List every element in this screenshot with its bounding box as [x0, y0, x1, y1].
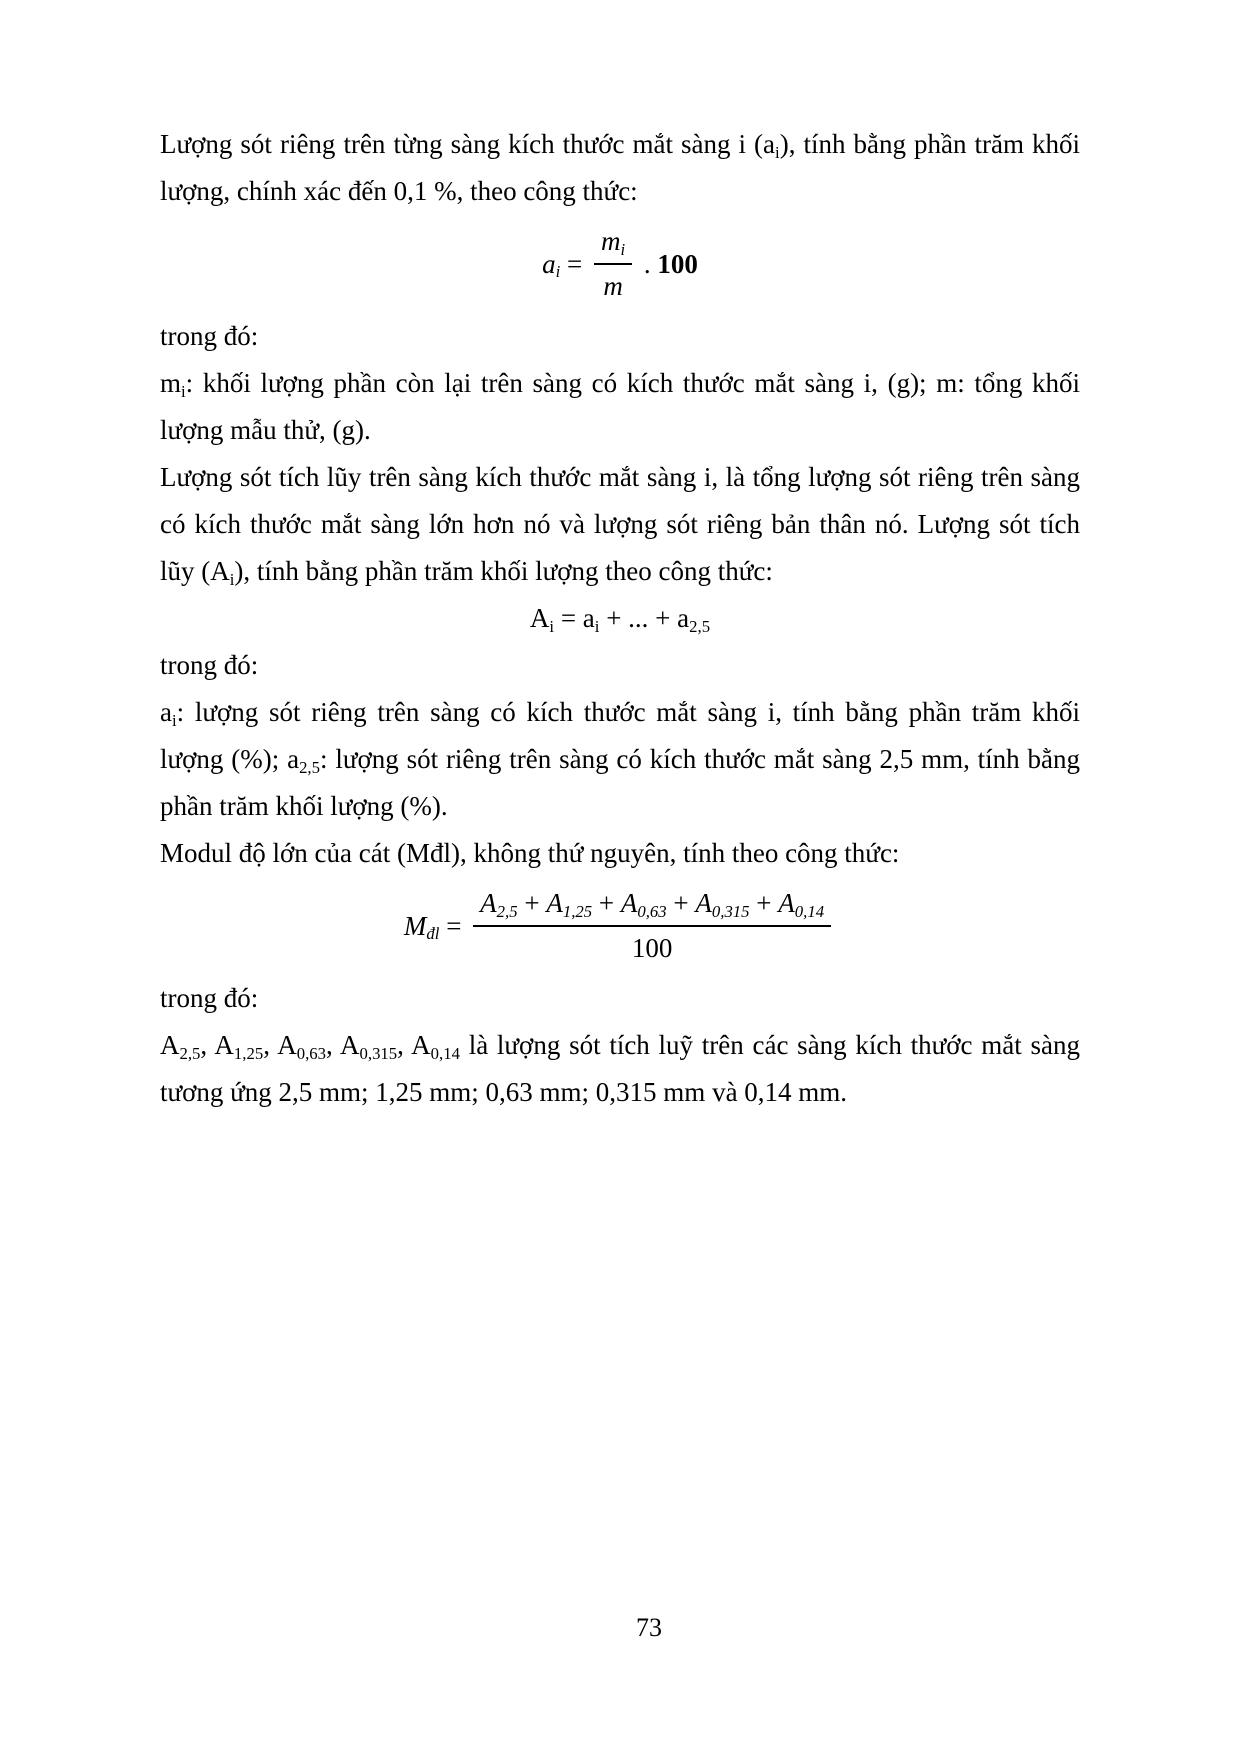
text-run: trong đó:	[160, 983, 259, 1013]
paragraph-A-definitions	[160, 1022, 1080, 1116]
text-run: m	[603, 271, 623, 301]
subscript-run: i	[549, 616, 555, 636]
subscript-run: 2,5	[299, 757, 320, 777]
text-run: + ... + a	[599, 603, 690, 633]
text-run: A	[620, 888, 638, 918]
text-run: m	[160, 368, 182, 398]
fraction	[473, 886, 831, 966]
formula-lhs	[404, 909, 468, 944]
text-run: =	[439, 910, 469, 941]
subscript-run: 0,14	[794, 901, 825, 921]
subscript-run: i	[555, 262, 561, 282]
text-run: A	[480, 888, 497, 918]
text-run: +	[666, 888, 696, 918]
paragraph-mi-definition	[160, 360, 1080, 454]
text-run: A	[160, 1030, 180, 1060]
formula-ai	[160, 224, 1080, 304]
text-run: a	[160, 697, 172, 727]
trong-do-label-2	[160, 642, 1080, 689]
formula-mdl	[160, 886, 1080, 966]
subscript-run: i	[171, 710, 177, 730]
text-run: m	[600, 226, 621, 256]
text-run: Lượng sót riêng trên từng sàng kích thước mắt sàng i (a	[160, 129, 776, 159]
subscript-run: 0,315	[359, 1043, 398, 1063]
text-run: +	[517, 888, 547, 918]
subscript-run: 0,63	[637, 901, 667, 921]
subscript-run: i	[181, 381, 186, 401]
trong-do-label-1	[160, 313, 1080, 360]
formula-rhs	[637, 247, 698, 282]
text-run: = a	[554, 603, 595, 633]
text-run: , A	[397, 1030, 431, 1060]
text-run: 100	[657, 248, 698, 279]
subscript-run: 0,14	[430, 1043, 460, 1063]
text-run: .	[637, 248, 658, 279]
subscript-run: 1,25	[233, 1043, 264, 1063]
subscript-run: i	[229, 569, 235, 589]
text-run: : lượng sót riêng trên sàng có kích thước mắt sàng i, tính bằng phần trăm khối lượng (%); a	[160, 697, 1080, 774]
fraction-numerator	[594, 224, 632, 265]
text-run: , A	[200, 1030, 234, 1060]
subscript-run: 0,63	[296, 1043, 327, 1063]
text-run: a	[542, 248, 556, 279]
text-run: =	[560, 248, 589, 279]
paragraph-luong-sot-tich-luy	[160, 454, 1080, 595]
paragraph-modul-do-lon	[160, 830, 1080, 877]
subscript-run: i	[620, 239, 626, 259]
subscript-run: 2,5	[179, 1043, 201, 1063]
subscript-run: i	[775, 142, 780, 162]
fraction-denominator	[603, 265, 623, 304]
text-run: trong đó:	[160, 650, 259, 680]
document-content	[160, 121, 1080, 1116]
text-run: ), tính bằng phần trăm khối lượng theo công thức:	[234, 556, 773, 586]
text-run: : khối lượng phần còn lại trên sàng có kích thước mắt sàng i, (g); m: tổng khối lượng mẫu thử, (g).	[160, 368, 1080, 445]
paragraph-ai-definition	[160, 689, 1080, 830]
text-run: Modul độ lớn của cát (Mđl), không thứ nguyên, tính theo công thức:	[160, 838, 900, 868]
text-run: là lượng sót tích luỹ trên các sàng kích thước mắt sàng tương ứng 2,5 mm; 1,25 mm; 0,63 mm; 0,315 mm và 0,14 mm.	[160, 1030, 1080, 1107]
fraction-denominator	[632, 927, 673, 966]
text-run: , A	[326, 1030, 360, 1060]
subscript-run: đl	[426, 924, 440, 944]
formula-lhs	[542, 247, 589, 282]
text-run: ), tính bằng phần trăm khối lượng, chính xác đến 0,1 %, theo công thức:	[160, 129, 1080, 206]
text-run: +	[592, 888, 621, 918]
text-run: A	[695, 888, 712, 918]
subscript-run: 2,5	[496, 901, 518, 921]
trong-do-label-3	[160, 975, 1080, 1022]
subscript-run: i	[594, 616, 600, 636]
text-run: : lượng sót riêng trên sàng có kích thước mắt sàng 2,5 mm, tính bằng phần trăm khối lượng (%).	[160, 744, 1080, 821]
text-run: , A	[263, 1030, 297, 1060]
text-run: A	[529, 603, 550, 633]
text-run: trong đó:	[160, 321, 259, 351]
text-run: Lượng sót tích lũy trên sàng kích thước mắt sàng i, là tổng lượng sót riêng trên sàng có kích thước mắt sàng lớn hơn nó và lượng sót riêng bản thân nó. Lượng sót tích lũy (A	[160, 462, 1080, 586]
text-run: A	[546, 888, 563, 918]
paragraph-luong-sot-rieng	[160, 121, 1080, 215]
page-number: 73	[636, 1613, 662, 1642]
fraction-numerator	[473, 886, 831, 927]
text-run: A	[778, 888, 795, 918]
text-run: +	[749, 888, 779, 918]
subscript-run: 0,315	[711, 901, 750, 921]
formula-Ai	[160, 595, 1080, 642]
subscript-run: 2,5	[689, 616, 711, 636]
fraction	[594, 224, 632, 304]
text-run: 100	[631, 933, 673, 963]
subscript-run: 1,25	[562, 901, 593, 921]
text-run: M	[403, 910, 427, 941]
